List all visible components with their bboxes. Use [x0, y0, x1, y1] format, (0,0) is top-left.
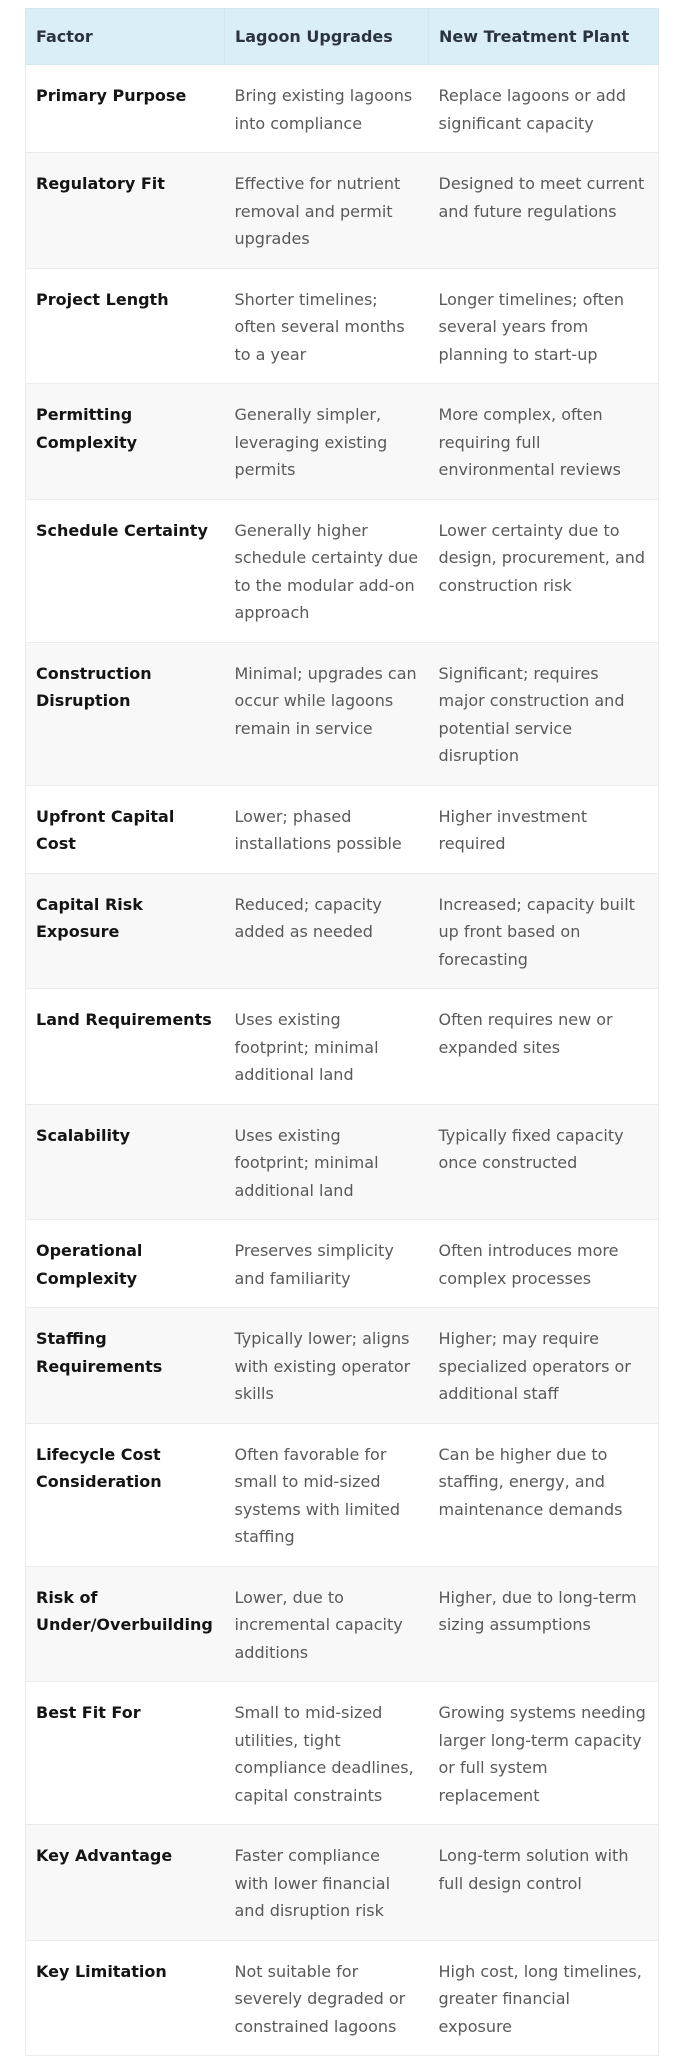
factor-cell: Best Fit For	[26, 1682, 225, 1825]
new-treatment-plant-cell: Increased; capacity built up front based on forecasting	[429, 873, 659, 989]
new-treatment-plant-cell: Often introduces more complex processes	[429, 1220, 659, 1308]
factor-cell: Schedule Certainty	[26, 499, 225, 642]
table-row	[26, 1308, 659, 1424]
table-row	[26, 1940, 659, 2056]
table-row	[26, 1220, 659, 1308]
lagoon-upgrades-cell: Effective for nutrient removal and permit upgrades	[225, 153, 429, 269]
table-row	[26, 642, 659, 785]
new-treatment-plant-cell: Lower certainty due to design, procurement, and construction risk	[429, 499, 659, 642]
factor-cell: Upfront Capital Cost	[26, 785, 225, 873]
factor-cell: Risk of Under/Overbuilding	[26, 1566, 225, 1682]
new-treatment-plant-cell: Typically fixed capacity once constructed	[429, 1104, 659, 1220]
factor-cell: Scalability	[26, 1104, 225, 1220]
lagoon-upgrades-cell: Bring existing lagoons into compliance	[225, 65, 429, 153]
factor-cell: Operational Complexity	[26, 1220, 225, 1308]
lagoon-upgrades-cell: Uses existing footprint; minimal additional land	[225, 989, 429, 1105]
lagoon-upgrades-cell: Shorter timelines; often several months to a year	[225, 268, 429, 384]
table-row	[26, 1566, 659, 1682]
lagoon-upgrades-cell: Faster compliance with lower financial and disruption risk	[225, 1825, 429, 1941]
table-row	[26, 785, 659, 873]
table-body	[26, 65, 659, 2056]
new-treatment-plant-cell: Often requires new or expanded sites	[429, 989, 659, 1105]
factor-cell: Construction Disruption	[26, 642, 225, 785]
factor-cell: Capital Risk Exposure	[26, 873, 225, 989]
factor-cell: Lifecycle Cost Consideration	[26, 1423, 225, 1566]
header-lagoon-upgrades: Lagoon Upgrades	[225, 9, 429, 65]
factor-cell: Staffing Requirements	[26, 1308, 225, 1424]
lagoon-upgrades-cell: Not suitable for severely degraded or constrained lagoons	[225, 1940, 429, 2056]
new-treatment-plant-cell: Higher investment required	[429, 785, 659, 873]
table-row	[26, 1682, 659, 1825]
new-treatment-plant-cell: High cost, long timelines, greater financial exposure	[429, 1940, 659, 2056]
lagoon-upgrades-cell: Reduced; capacity added as needed	[225, 873, 429, 989]
table-row	[26, 499, 659, 642]
table-row	[26, 1104, 659, 1220]
lagoon-upgrades-cell: Typically lower; aligns with existing operator skills	[225, 1308, 429, 1424]
lagoon-upgrades-cell: Generally higher schedule certainty due to the modular add-on approach	[225, 499, 429, 642]
new-treatment-plant-cell: Replace lagoons or add significant capacity	[429, 65, 659, 153]
factor-cell: Project Length	[26, 268, 225, 384]
lagoon-upgrades-cell: Uses existing footprint; minimal additional land	[225, 1104, 429, 1220]
header-row	[26, 9, 659, 65]
comparison-table-container	[25, 8, 658, 2056]
lagoon-upgrades-cell: Preserves simplicity and familiarity	[225, 1220, 429, 1308]
lagoon-upgrades-cell: Generally simpler, leveraging existing permits	[225, 384, 429, 500]
factor-cell: Key Advantage	[26, 1825, 225, 1941]
table-row	[26, 65, 659, 153]
new-treatment-plant-cell: Growing systems needing larger long-term capacity or full system replacement	[429, 1682, 659, 1825]
lagoon-upgrades-cell: Often favorable for small to mid-sized systems with limited staffing	[225, 1423, 429, 1566]
lagoon-upgrades-cell: Small to mid-sized utilities, tight compliance deadlines, capital constraints	[225, 1682, 429, 1825]
table-row	[26, 873, 659, 989]
factor-cell: Primary Purpose	[26, 65, 225, 153]
factor-cell: Regulatory Fit	[26, 153, 225, 269]
table-row	[26, 1825, 659, 1941]
new-treatment-plant-cell: Higher, due to long-term sizing assumptions	[429, 1566, 659, 1682]
table-row	[26, 384, 659, 500]
table-row	[26, 989, 659, 1105]
new-treatment-plant-cell: Significant; requires major construction and potential service disruption	[429, 642, 659, 785]
lagoon-upgrades-cell: Lower, due to incremental capacity additions	[225, 1566, 429, 1682]
table-header	[26, 9, 659, 65]
table-row	[26, 1423, 659, 1566]
factor-cell: Key Limitation	[26, 1940, 225, 2056]
factor-cell: Permitting Complexity	[26, 384, 225, 500]
new-treatment-plant-cell: Longer timelines; often several years from planning to start-up	[429, 268, 659, 384]
table-row	[26, 153, 659, 269]
new-treatment-plant-cell: Can be higher due to staffing, energy, and maintenance demands	[429, 1423, 659, 1566]
header-factor: Factor	[26, 9, 225, 65]
factor-cell: Land Requirements	[26, 989, 225, 1105]
lagoon-upgrades-cell: Minimal; upgrades can occur while lagoons remain in service	[225, 642, 429, 785]
new-treatment-plant-cell: Higher; may require specialized operators or additional staff	[429, 1308, 659, 1424]
new-treatment-plant-cell: More complex, often requiring full environmental reviews	[429, 384, 659, 500]
lagoon-upgrades-cell: Lower; phased installations possible	[225, 785, 429, 873]
table-row	[26, 268, 659, 384]
new-treatment-plant-cell: Designed to meet current and future regulations	[429, 153, 659, 269]
comparison-table	[25, 8, 659, 2056]
header-new-treatment-plant: New Treatment Plant	[429, 9, 659, 65]
new-treatment-plant-cell: Long-term solution with full design control	[429, 1825, 659, 1941]
